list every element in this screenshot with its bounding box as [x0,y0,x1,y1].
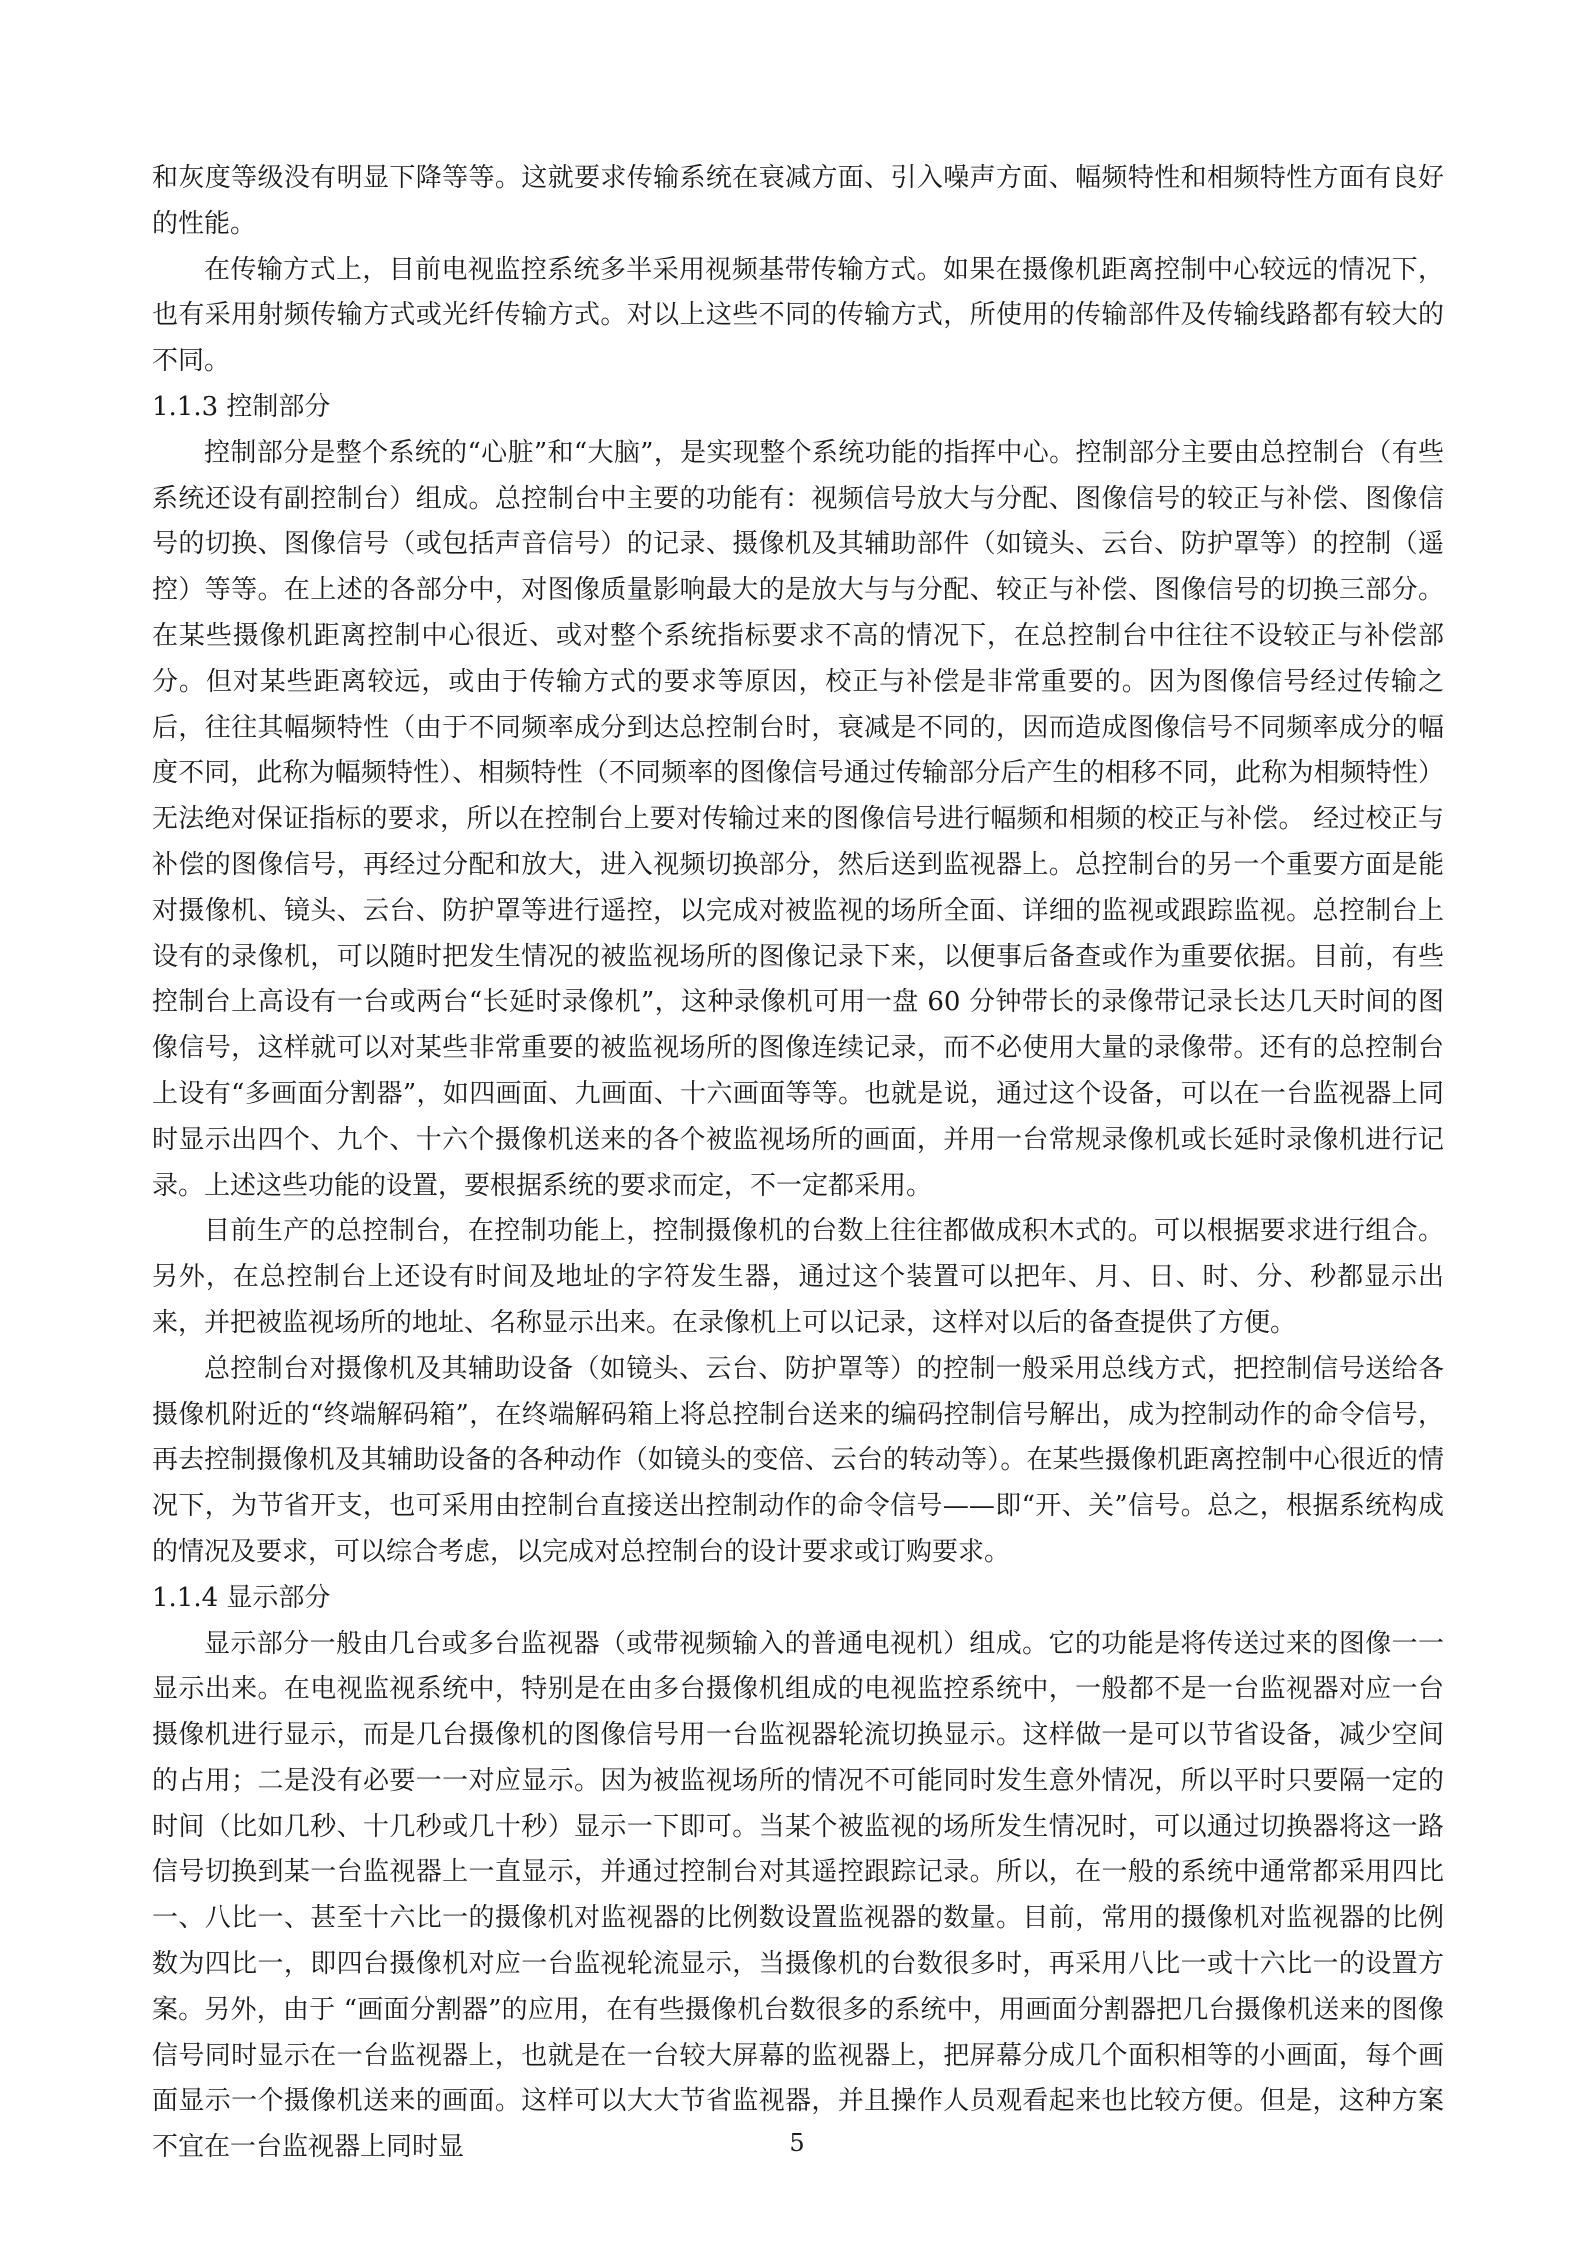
paragraph-control-bus: 总控制台对摄像机及其辅助设备（如镜头、云台、防护罩等）的控制一般采用总线方式，把控制信号送给各摄像机附近的“终端解码箱”，在终端解码箱上将总控制台送来的编码控制信号解出，成为控制动作的命令信号，再去控制摄像机及其辅助设备的各种动作（如镜头的变倍、云台的转动等）。在某些摄像机距离控制中心很近的情况下，为节省开支，也可采用由控制台直接送出控制动作的命令信号——即“开、关”信号。总之，根据系统构成的情况及要求，可以综合考虑，以完成对总控制台的设计要求或订购要求。 [152,1353,1444,1567]
paragraph-transmission-methods: 在传输方式上，目前电视监控系统多半采用视频基带传输方式。如果在摄像机距离控制中心较远的情况下，也有采用射频传输方式或光纤传输方式。对以上这些不同的传输方式，所使用的传输部件及传输线路都有较大的不同。 [152,254,1444,377]
page-number: 5 [789,2129,805,2157]
section-heading-control: 1.1.3 控制部分 [152,391,331,422]
paragraph-display-overview: 显示部分一般由几台或多台监视器（或带视频输入的普通电视机）组成。它的功能是将传送过来的图像一一显示出来。在电视监视系统中，特别是在由多台摄像机组成的电视监控系统中，一般都不是一台监视器对应一台摄像机进行显示，而是几台摄像机的图像信号用一台监视器轮流切换显示。这样做一是可以节省设备，减少空间的占用；二是没有必要一一对应显示。因为被监视场所的情况不可能同时发生意外情况，所以平时只要隔一定的时间（比如几秒、十几秒或几十秒）显示一下即可。当某个被监视的场所发生情况时，可以通过切换器将这一路信号切换到某一台监视器上一直显示，并通过控制台对其遥控跟踪记录。所以，在一般的系统中通常都采用四比一、八比一、甚至十六比一的摄像机对监视器的比例数设置监视器的数量。目前，常用的摄像机对监视器的比例数为四比一，即四台摄像机对应一台监视轮流显示，当摄像机的台数很多时，再采用八比一或十六比一的设置方案。另外，由于 “画面分割器”的应用，在有些摄像机台数很多的系统中，用画面分割器把几台摄像机送来的图像信号同时显示在一台监视器上，也就是在一台较大屏幕的监视器上，把屏幕分成几个面积相等的小画面，每个画面显示一个摄像机送来的画面。这样可以大大节省监视器，并且操作人员观看起来也比较方便。但是，这种方案不宜在一台监视器上同时显 [152,1628,1444,2163]
section-heading-display: 1.1.4 显示部分 [152,1582,331,1613]
paragraph-control-overview: 控制部分是整个系统的“心脏”和“大脑”，是实现整个系统功能的指挥中心。控制部分主要由总控制台（有些系统还设有副控制台）组成。总控制台中主要的功能有：视频信号放大与分配、图像信号的较正与补偿、图像信号的切换、图像信号（或包括声音信号）的记录、摄像机及其辅助部件（如镜头、云台、防护罩等）的控制（遥控）等等。在上述的各部分中，对图像质量影响最大的是放大与与分配、较正与补偿、图像信号的切换三部分。在某些摄像机距离控制中心很近、或对整个系统指标要求不高的情况下，在总控制台中往往不设较正与补偿部分。但对某些距离较远，或由于传输方式的要求等原因，校正与补偿是非常重要的。因为图像信号经过传输之后，往往其幅频特性（由于不同频率成分到达总控制台时，衰减是不同的，因而造成图像信号不同频率成分的幅度不同，此称为幅频特性）、相频特性（不同频率的图像信号通过传输部分后产生的相移不同，此称为相频特性）无法绝对保证指标的要求，所以在控制台上要对传输过来的图像信号进行幅频和相频的校正与补偿。 经过校正与补偿的图像信号，再经过分配和放大，进入视频切换部分，然后送到监视器上。总控制台的另一个重要方面是能对摄像机、镜头、云台、防护罩等进行遥控，以完成对被监视的场所全面、详细的监视或跟踪监视。总控制台上设有的录像机，可以随时把发生情况的被监视场所的图像记录下来，以便事后备查或作为重要依据。目前，有些控制台上高设有一台或两台“长延时录像机”，这种录像机可用一盘 60 分钟带长的录像带记录长达几天时间的图像信号，这样就可以对某些非常重要的被监视场所的图像连续记录，而不必使用大量的录像带。还有的总控制台上设有“多画面分割器”，如四画面、九画面、十六画面等等。也就是说，通过这个设备，可以在一台监视器上同时显示出四个、九个、十六个摄像机送来的各个被监视场所的画面，并用一台常规录像机或长延时录像机进行记录。上述这些功能的设置，要根据系统的要求而定，不一定都采用。 [152,437,1444,1201]
paragraph-control-modular: 目前生产的总控制台，在控制功能上，控制摄像机的台数上往往都做成积木式的。可以根据要求进行组合。另外，在总控制台上还设有时间及地址的字符发生器，通过这个装置可以把年、月、日、时、分、秒都显示出来，并把被监视场所的地址、名称显示出来。在录像机上可以记录，这样对以后的备查提供了方便。 [152,1216,1444,1338]
paragraph-transmission-continuation: 和灰度等级没有明显下降等等。这就要求传输系统在衰减方面、引入噪声方面、幅频特性和相频特性方面有良好的性能。 [152,163,1444,239]
